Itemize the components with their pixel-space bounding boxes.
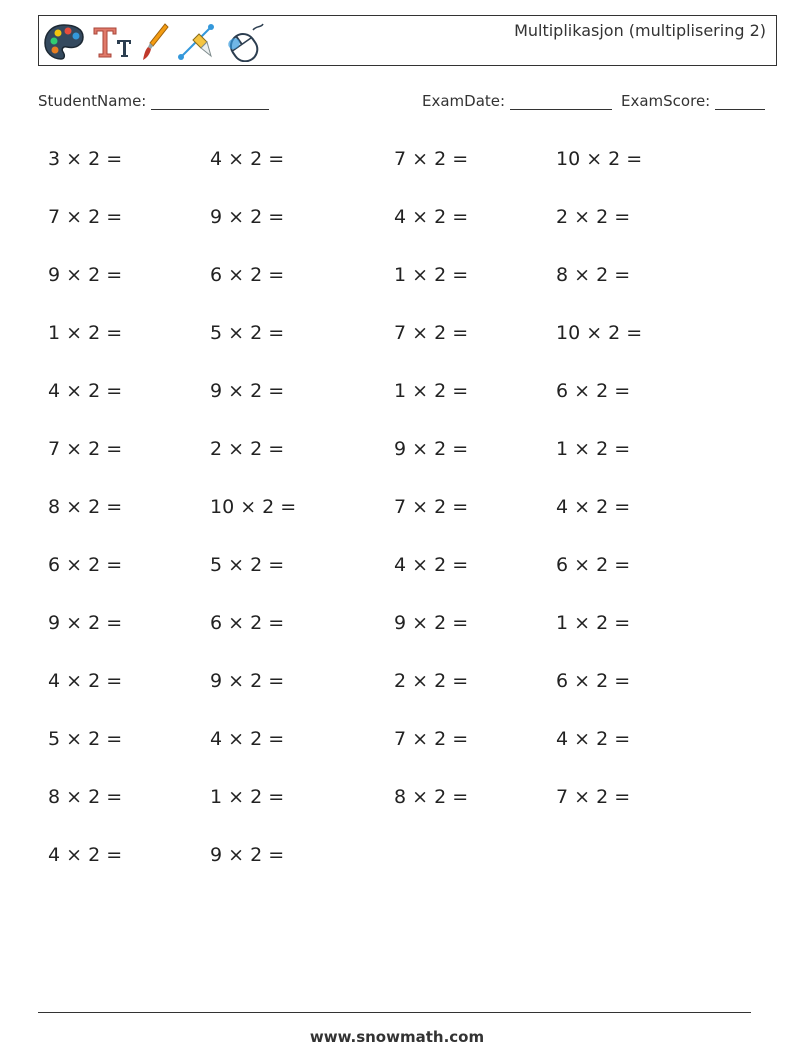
problem-item: 10 × 2 = [556, 322, 643, 344]
problem-item: 9 × 2 = [48, 264, 123, 286]
problem-item: 4 × 2 = [556, 496, 631, 518]
problem-item: 6 × 2 = [556, 380, 631, 402]
problem-item: 4 × 2 = [210, 728, 285, 750]
problem-item: 4 × 2 = [394, 206, 469, 228]
exam-score-label: ExamScore: [621, 92, 711, 110]
problem-item: 1 × 2 = [556, 612, 631, 634]
problem-item: 1 × 2 = [394, 264, 469, 286]
problem-item: 3 × 2 = [48, 148, 123, 170]
problem-item: 4 × 2 = [556, 728, 631, 750]
problem-item: 8 × 2 = [48, 496, 123, 518]
problem-item: 4 × 2 = [48, 844, 123, 866]
problem-item: 8 × 2 = [556, 264, 631, 286]
footer-website: www.snowmath.com [309, 1028, 485, 1046]
problem-item: 7 × 2 = [48, 206, 123, 228]
footer-divider [38, 1012, 751, 1013]
problem-item: 6 × 2 = [210, 264, 285, 286]
problem-item: 2 × 2 = [210, 438, 285, 460]
problem-item: 2 × 2 = [394, 670, 469, 692]
problem-item: 1 × 2 = [48, 322, 123, 344]
problem-item: 5 × 2 = [48, 728, 123, 750]
problem-item: 7 × 2 = [394, 496, 469, 518]
problem-item: 10 × 2 = [556, 148, 643, 170]
problem-item: 6 × 2 = [48, 554, 123, 576]
problem-item: 10 × 2 = [210, 496, 297, 518]
problem-item: 4 × 2 = [210, 148, 285, 170]
problem-item: 9 × 2 = [210, 380, 285, 402]
problem-item: 7 × 2 = [394, 148, 469, 170]
problem-item: 9 × 2 = [48, 612, 123, 634]
exam-date-label: ExamDate: [422, 92, 506, 110]
problem-item: 7 × 2 = [394, 728, 469, 750]
problem-item: 2 × 2 = [556, 206, 631, 228]
problem-item: 5 × 2 = [210, 554, 285, 576]
problem-item: 5 × 2 = [210, 322, 285, 344]
problem-item: 1 × 2 = [394, 380, 469, 402]
problem-item: 4 × 2 = [48, 670, 123, 692]
problem-item: 6 × 2 = [556, 554, 631, 576]
problem-item: 6 × 2 = [556, 670, 631, 692]
problem-item: 9 × 2 = [394, 438, 469, 460]
problem-item: 6 × 2 = [210, 612, 285, 634]
page-title: Multiplikasjon (multiplisering 2) [514, 21, 766, 40]
problem-item: 8 × 2 = [48, 786, 123, 808]
problem-item: 7 × 2 = [556, 786, 631, 808]
problem-item: 8 × 2 = [394, 786, 469, 808]
problem-item: 9 × 2 = [210, 206, 285, 228]
problem-item: 9 × 2 = [210, 844, 285, 866]
problem-item: 4 × 2 = [394, 554, 469, 576]
problem-item: 7 × 2 = [48, 438, 123, 460]
student-name-label: StudentName: [38, 92, 147, 110]
problem-item: 9 × 2 = [210, 670, 285, 692]
problem-item: 9 × 2 = [394, 612, 469, 634]
problem-item: 1 × 2 = [556, 438, 631, 460]
problem-item: 4 × 2 = [48, 380, 123, 402]
problem-item: 7 × 2 = [394, 322, 469, 344]
problem-item: 1 × 2 = [210, 786, 285, 808]
